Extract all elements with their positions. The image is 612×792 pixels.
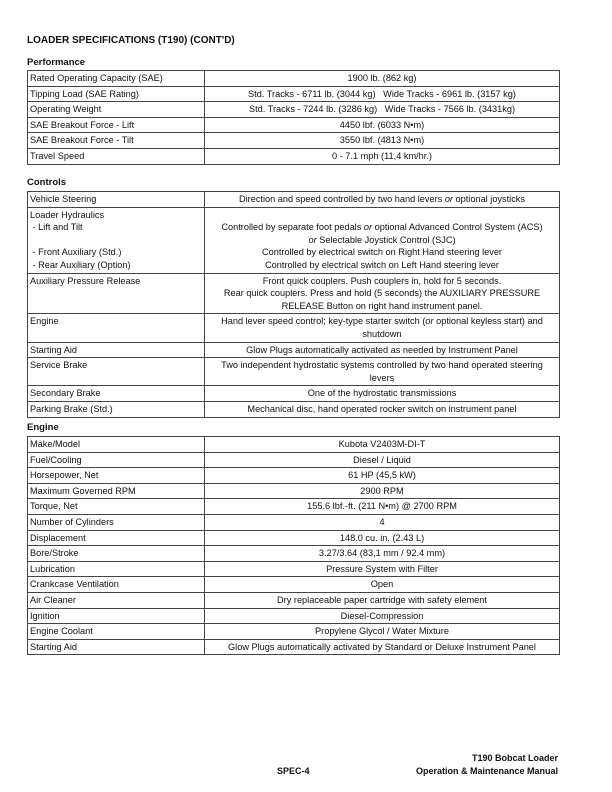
spec-value-line xyxy=(207,485,557,498)
value-text: Controlled by electrical switch on Right Hand steering lever xyxy=(261,247,502,258)
table-row xyxy=(28,608,560,624)
spec-value xyxy=(205,386,560,402)
value-text: Dry replaceable paper cartridge with safety element xyxy=(277,594,487,605)
value-text: Std. Tracks - 7244 lb. (3286 kg) Wide Tracks - 7566 lb. (3431kg) xyxy=(248,104,516,115)
spec-value-line xyxy=(207,403,557,416)
spec-label-line: Torque, Net xyxy=(30,501,78,512)
spec-value xyxy=(205,86,560,102)
spec-value-line xyxy=(207,259,557,272)
table-row xyxy=(28,207,560,273)
spec-value-line xyxy=(207,516,557,529)
spec-label-line: Vehicle Steering xyxy=(30,194,97,204)
spec-label xyxy=(28,514,205,530)
spec-label xyxy=(28,608,205,624)
table-row xyxy=(28,148,560,164)
spec-value xyxy=(205,401,560,417)
spec-label xyxy=(28,342,205,358)
spec-value-line xyxy=(207,246,557,259)
spec-value xyxy=(205,358,560,386)
value-text: 155.6 lbf.-ft. (211 N•m) @ 2700 RPM xyxy=(307,501,457,512)
value-text: shutdown xyxy=(362,328,402,339)
spec-value xyxy=(205,71,560,87)
table-row xyxy=(28,624,560,640)
spec-value-line xyxy=(207,103,557,116)
value-text: Hand lever speed control; key-type starter switch ( xyxy=(221,316,426,327)
spec-label-line: Bore/Stroke xyxy=(30,548,79,559)
value-text: optional Advanced Control System (ACS) xyxy=(372,222,543,233)
value-text: Kubota V2403M-DI-T xyxy=(338,439,426,449)
spec-value xyxy=(205,207,560,273)
spec-label xyxy=(28,483,205,499)
spec-label-line: Crankcase Ventilation xyxy=(30,579,119,590)
value-text: Front quick couplers. Push couplers in, hold for 5 seconds. xyxy=(262,275,502,286)
table-row xyxy=(28,483,560,499)
table-row xyxy=(28,561,560,577)
spec-label-line: Tipping Load (SAE Rating) xyxy=(30,88,139,99)
spec-value-line xyxy=(207,610,557,623)
spec-value xyxy=(205,102,560,118)
spec-value xyxy=(205,561,560,577)
spec-label-line: - Front Auxiliary (Std.) xyxy=(30,247,122,258)
spec-value xyxy=(205,342,560,358)
spec-value-line xyxy=(207,387,557,400)
table-row xyxy=(28,499,560,515)
spec-value xyxy=(205,117,560,133)
spec-label-line: Engine Coolant xyxy=(30,626,93,637)
value-text: Controlled by electrical switch on Left Hand steering lever xyxy=(265,259,499,270)
spec-value-line xyxy=(207,275,557,288)
value-text: Open xyxy=(370,579,394,590)
spec-label-line: Travel Speed xyxy=(30,150,85,161)
table-row xyxy=(28,514,560,530)
table-row xyxy=(28,437,560,453)
value-text: Selectable Joystick Control (SJC) xyxy=(316,234,456,245)
value-text: 4 xyxy=(379,516,385,527)
spec-value-line xyxy=(207,547,557,560)
spec-value-line xyxy=(207,315,557,328)
spec-value-line xyxy=(207,150,557,163)
spec-value xyxy=(205,192,560,208)
table-row xyxy=(28,452,560,468)
value-text: RELEASE Button on right hand instrument panel. xyxy=(281,300,483,311)
spec-value xyxy=(205,608,560,624)
value-text: Propylene Glycol / Water Mixture xyxy=(315,626,449,637)
spec-label xyxy=(28,499,205,515)
spec-label xyxy=(28,468,205,484)
spec-value xyxy=(205,133,560,149)
table-row xyxy=(28,133,560,149)
value-text: optional joysticks xyxy=(452,194,525,204)
emphasis-text: or xyxy=(363,222,373,233)
spec-label xyxy=(28,624,205,640)
spec-label-line: Secondary Brake xyxy=(30,388,101,399)
section-heading-controls: Controls xyxy=(27,177,67,188)
table-row xyxy=(28,102,560,118)
spec-label-line: Make/Model xyxy=(30,439,81,449)
table-row xyxy=(28,386,560,402)
table-row xyxy=(28,592,560,608)
table-row xyxy=(28,546,560,562)
spec-label xyxy=(28,358,205,386)
spec-value xyxy=(205,499,560,515)
spec-label xyxy=(28,452,205,468)
table-row xyxy=(28,401,560,417)
spec-value-line xyxy=(207,134,557,147)
spec-value-line xyxy=(207,287,557,300)
value-text: 4450 lbf. (6033 N•m) xyxy=(339,119,425,130)
spec-value-line xyxy=(207,578,557,591)
footer-model: T190 Bobcat Loader xyxy=(471,753,558,763)
value-text: Std. Tracks - 6711 lb. (3044 kg) Wide Tracks - 6961 lb. (3157 kg) xyxy=(248,88,516,99)
spec-value xyxy=(205,530,560,546)
spec-value xyxy=(205,483,560,499)
table-row xyxy=(28,273,560,314)
spec-value-line xyxy=(207,221,557,234)
spec-label-line: Starting Aid xyxy=(30,641,77,652)
spec-label-line: Rated Operating Capacity (SAE) xyxy=(30,73,163,83)
spec-label-line: Service Brake xyxy=(30,360,88,371)
spec-label-line: Lubrication xyxy=(30,563,75,574)
spec-label xyxy=(28,133,205,149)
spec-value-line xyxy=(207,641,557,654)
spec-label xyxy=(28,71,205,87)
value-text: 3.27/3.64 (83,1 mm / 92.4 mm) xyxy=(318,548,446,559)
spec-label-line: Ignition xyxy=(30,610,60,621)
spec-value xyxy=(205,273,560,314)
engine-table xyxy=(27,436,560,655)
spec-value-line xyxy=(207,500,557,513)
table-row xyxy=(28,314,560,342)
spec-label xyxy=(28,592,205,608)
spec-label-line: Fuel/Cooling xyxy=(30,454,82,465)
spec-label-line: SAE Breakout Force - Lift xyxy=(30,119,135,130)
spec-label-line: Horsepower, Net xyxy=(30,470,99,481)
footer-manual-title: Operation & Maintenance Manual xyxy=(415,766,558,776)
table-row xyxy=(28,117,560,133)
spec-value-line xyxy=(207,300,557,313)
section-heading-engine: Engine xyxy=(27,422,59,433)
spec-label-line: - Lift and Tilt xyxy=(30,222,83,233)
spec-label-line: - Rear Auxiliary (Option) xyxy=(30,259,131,270)
value-text: Rear quick couplers. Press and hold (5 seconds) the AUXILIARY PRESSURE xyxy=(223,288,541,299)
spec-label-line: Displacement xyxy=(30,532,86,543)
spec-label xyxy=(28,577,205,593)
spec-label-line: Number of Cylinders xyxy=(30,516,114,527)
table-row xyxy=(28,530,560,546)
spec-label xyxy=(28,639,205,655)
spec-label xyxy=(28,386,205,402)
value-text: levers xyxy=(369,372,395,383)
controls-table xyxy=(27,191,560,418)
spec-value xyxy=(205,546,560,562)
spec-value-line xyxy=(207,328,557,341)
spec-value xyxy=(205,514,560,530)
spec-label xyxy=(28,148,205,164)
spec-value-line xyxy=(207,209,557,222)
value-text: 1900 lb. (862 kg) xyxy=(347,73,417,83)
spec-value-line xyxy=(207,372,557,385)
value-text: One of the hydrostatic transmissions xyxy=(307,388,457,399)
spec-label-line: Air Cleaner xyxy=(30,594,76,605)
table-row xyxy=(28,358,560,386)
spec-value-line xyxy=(207,454,557,467)
spec-label-line: Maximum Governed RPM xyxy=(30,485,136,496)
value-text: 148.0 cu. in. (2.43 L) xyxy=(339,532,425,543)
emphasis-text: or xyxy=(444,194,453,204)
value-text: Diesel-Compression xyxy=(340,610,424,621)
value-text: Mechanical disc, hand operated rocker switch on instrument panel xyxy=(247,403,517,414)
table-row xyxy=(28,639,560,655)
spec-value xyxy=(205,437,560,453)
section-heading-performance: Performance xyxy=(27,57,86,68)
value-text: 61 HP (45,5 kW) xyxy=(348,470,416,481)
spec-label-line: Parking Brake (Std.) xyxy=(30,403,113,414)
value-text: Glow Plugs automatically activated as needed by Instrument Panel xyxy=(246,344,518,355)
spec-label xyxy=(28,401,205,417)
value-text: 3550 lbf. (4813 N•m) xyxy=(339,135,425,146)
spec-value-line xyxy=(207,193,557,206)
emphasis-text: or xyxy=(308,234,317,245)
spec-value-line xyxy=(207,72,557,85)
table-row xyxy=(28,71,560,87)
spec-label-line: Starting Aid xyxy=(30,344,77,355)
spec-label-line: Loader Hydraulics xyxy=(30,209,105,220)
spec-value-line xyxy=(207,438,557,451)
table-row xyxy=(28,577,560,593)
value-text: Controlled by separate foot pedals xyxy=(221,222,364,233)
value-text: optional keyless start) and xyxy=(433,316,543,327)
spec-label xyxy=(28,314,205,342)
value-text: Two independent hydrostatic systems controlled by two hand operated steering xyxy=(221,360,543,371)
spec-value-line xyxy=(207,359,557,372)
spec-value-line xyxy=(207,234,557,247)
page-title: LOADER SPECIFICATIONS (T190) (CONT'D) xyxy=(27,35,235,46)
spec-value xyxy=(205,577,560,593)
value-text: Glow Plugs automatically activated by Standard or Deluxe Instrument Panel xyxy=(228,641,536,652)
spec-label xyxy=(28,273,205,314)
table-row xyxy=(28,192,560,208)
footer-page-number: SPEC-4 xyxy=(277,766,310,776)
value-text: 0 - 7.1 mph (11,4 km/hr.) xyxy=(332,150,432,161)
spec-value-line xyxy=(207,625,557,638)
spec-label xyxy=(28,561,205,577)
spec-label-line: Engine xyxy=(30,316,59,327)
spec-label-line: Auxiliary Pressure Release xyxy=(30,275,141,286)
value-text: Direction and speed controlled by two hand levers xyxy=(238,194,445,204)
spec-value xyxy=(205,639,560,655)
table-row xyxy=(28,468,560,484)
spec-value-line xyxy=(207,88,557,101)
value-text: Diesel / Liquid xyxy=(353,454,411,465)
spec-value xyxy=(205,624,560,640)
table-row xyxy=(28,342,560,358)
spec-value-line xyxy=(207,563,557,576)
spec-label-line: Operating Weight xyxy=(30,104,102,115)
spec-label-line: SAE Breakout Force - Tilt xyxy=(30,135,134,146)
spec-value xyxy=(205,468,560,484)
table-row xyxy=(28,86,560,102)
spec-value-line xyxy=(207,119,557,132)
spec-value-line xyxy=(207,344,557,357)
spec-value-line xyxy=(207,594,557,607)
spec-value-line xyxy=(207,532,557,545)
spec-value xyxy=(205,452,560,468)
spec-label xyxy=(28,437,205,453)
spec-label xyxy=(28,546,205,562)
value-text: 2900 RPM xyxy=(360,485,404,496)
emphasis-text: or xyxy=(425,316,434,327)
value-text: Pressure System with Filter xyxy=(326,563,438,574)
spec-label xyxy=(28,86,205,102)
spec-value xyxy=(205,592,560,608)
performance-table xyxy=(27,70,560,165)
spec-label xyxy=(28,117,205,133)
spec-label xyxy=(28,192,205,208)
spec-value xyxy=(205,314,560,342)
spec-label xyxy=(28,530,205,546)
spec-label xyxy=(28,207,205,273)
spec-label xyxy=(28,102,205,118)
spec-value xyxy=(205,148,560,164)
spec-value-line xyxy=(207,469,557,482)
spec-label-line xyxy=(30,234,202,247)
